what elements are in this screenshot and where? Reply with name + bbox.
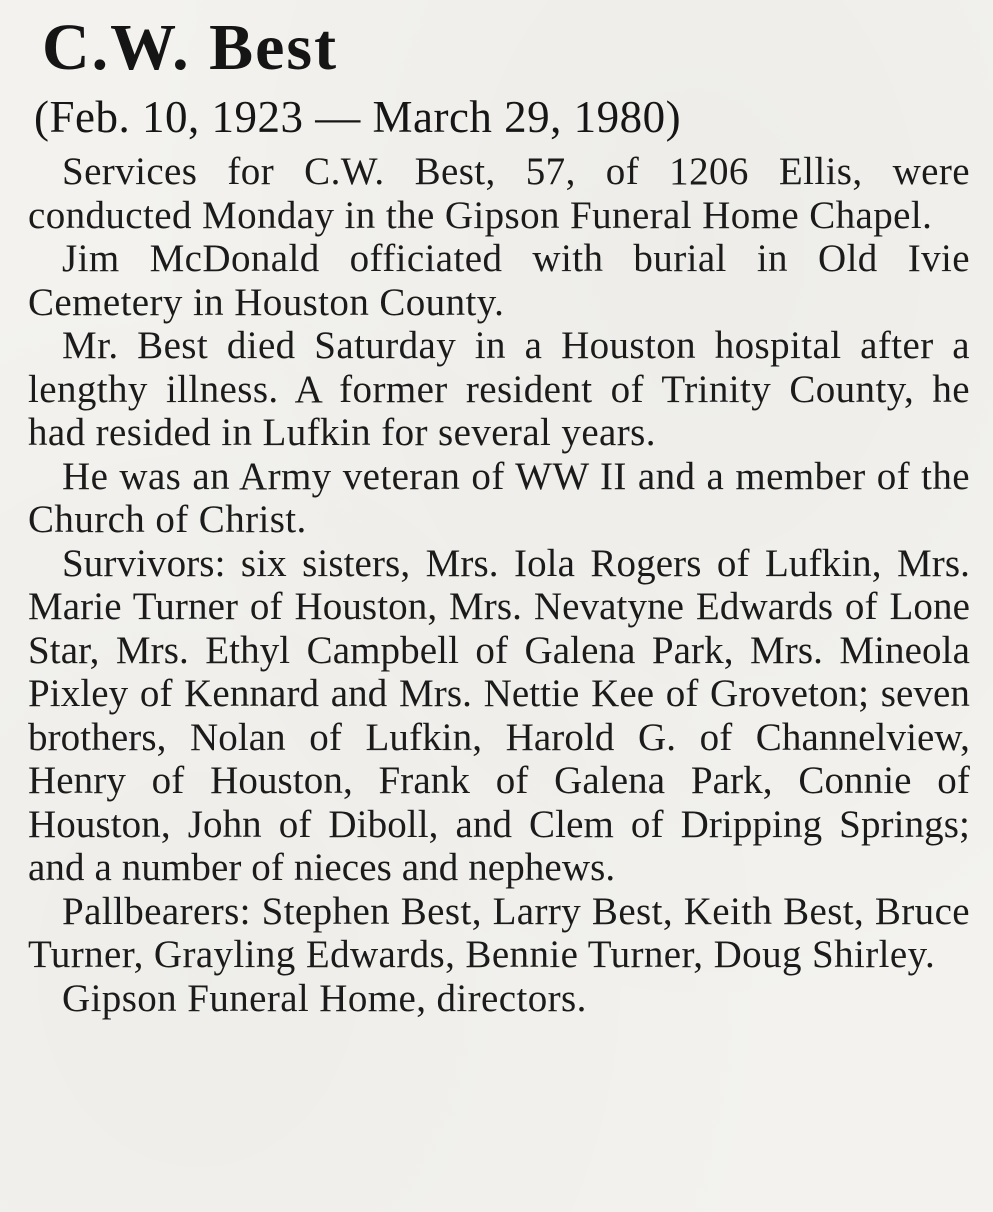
directors-paragraph: Gipson Funeral Home, directors.	[62, 976, 587, 1020]
veteran-paragraph: He was an Army veteran of WW II and a member of the Church of Christ.	[28, 454, 970, 541]
obituary-body	[28, 150, 970, 1020]
obituary-dates: (Feb. 10, 1923 — March 29, 1980)	[34, 92, 682, 142]
death-paragraph: Mr. Best died Saturday in a Houston hospital after a lengthy illness. A former resident of Trinity County, he had resided in Lufkin for several years.	[28, 324, 970, 454]
survivors-paragraph: Survivors: six sisters, Mrs. Iola Rogers of Lufkin, Mrs. Marie Turner of Houston, Mrs. Nevatyne Edwards of Lone Star, Mrs. Ethyl Campbell of Galena Park, Mrs. Mineola Pixley of Kennard and Mrs. Nettie Kee of Groveton; seven brothers, Nolan of Lufkin, Harold G. of Channelview, Henry of Houston, Frank of Galena Park, Connie of Houston, John of Diboll, and Clem of Dripping Springs; and a number of nieces and nephews.	[28, 541, 970, 889]
officiant-paragraph: Jim McDonald officiated with burial in Old Ivie Cemetery in Houston County.	[28, 237, 970, 324]
services-paragraph: Services for C.W. Best, 57, of 1206 Ellis, were conducted Monday in the Gipson Funeral Home Chapel.	[28, 150, 970, 237]
pallbearers-paragraph: Pallbearers: Stephen Best, Larry Best, Keith Best, Bruce Turner, Grayling Edwards, Bennie Turner, Doug Shirley.	[28, 889, 970, 976]
obituary-name: C.W. Best	[42, 11, 339, 84]
